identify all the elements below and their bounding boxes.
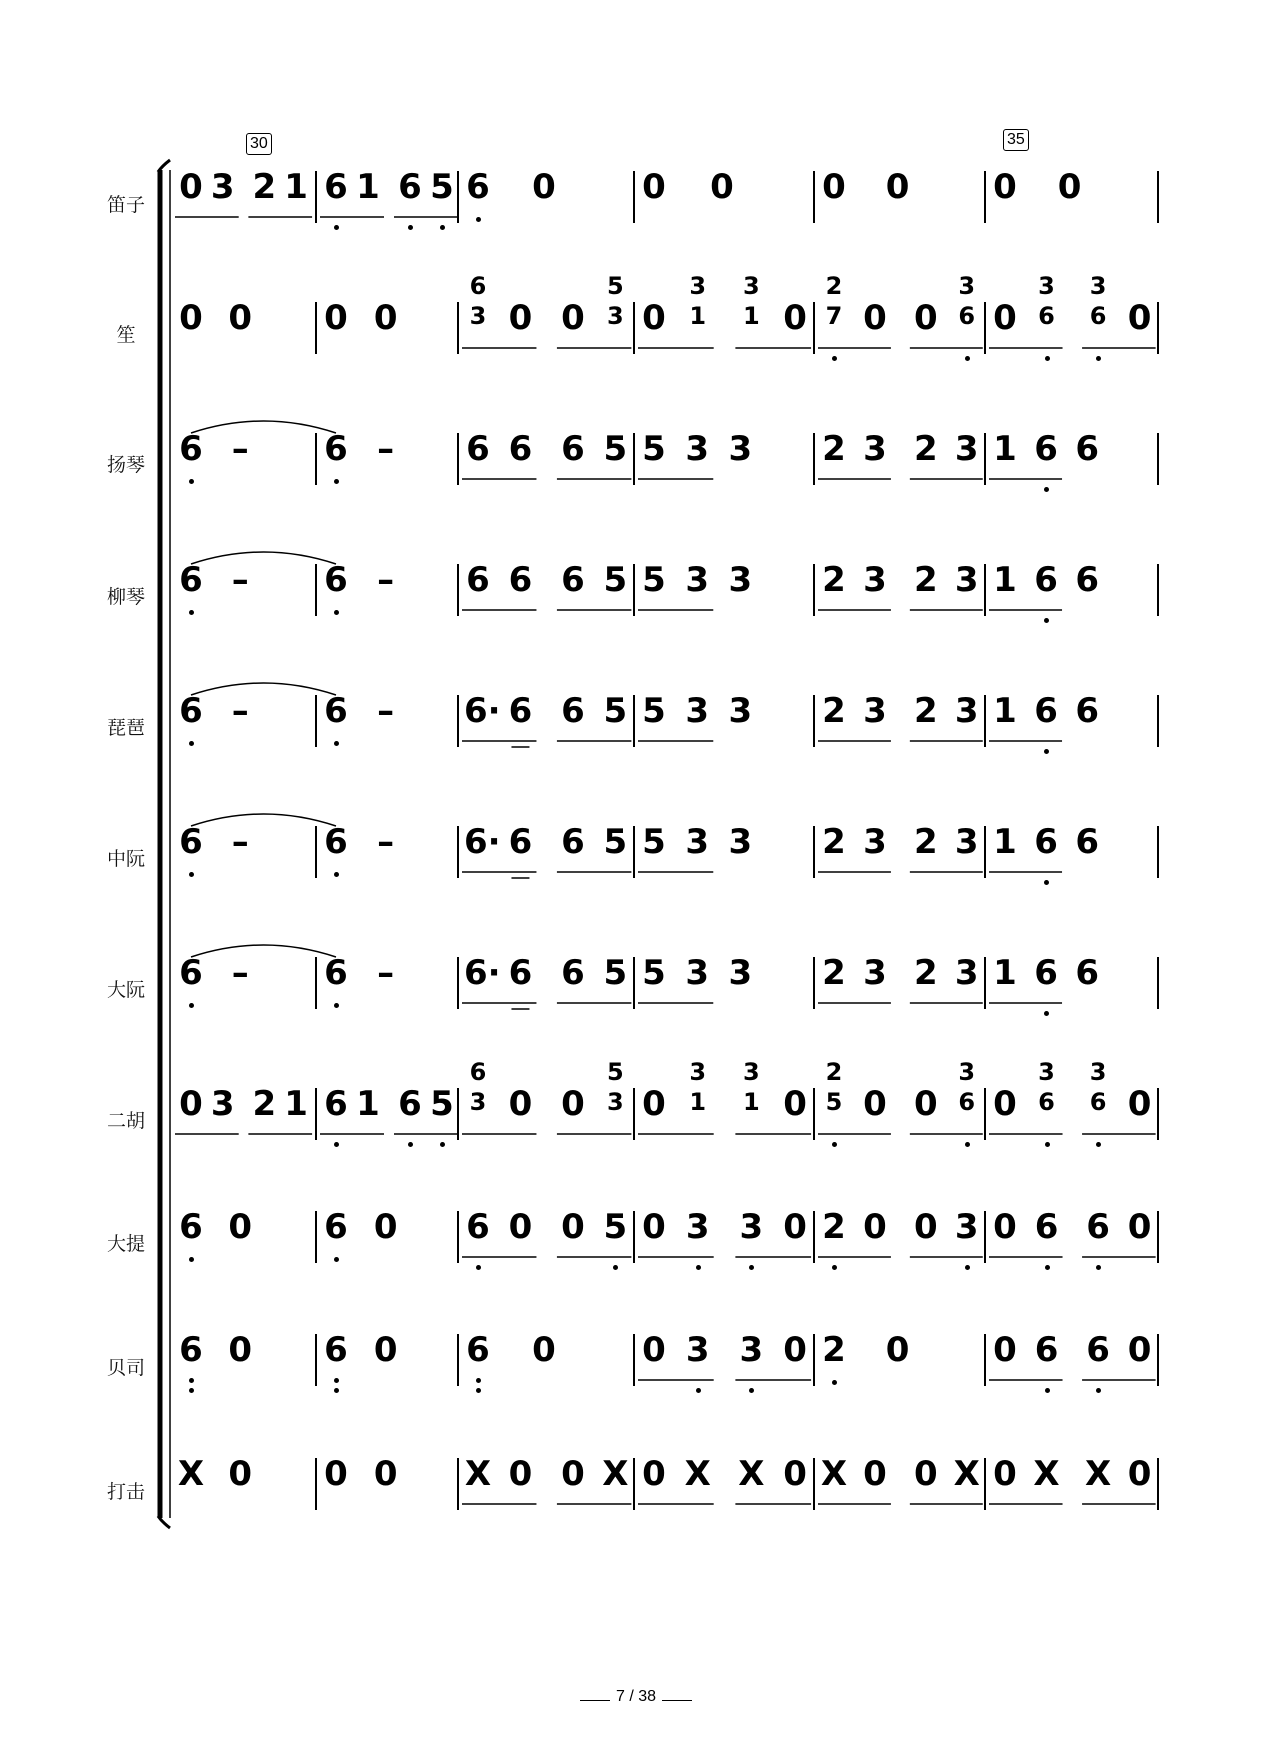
instrument-label-dati: 大提 (106, 1233, 145, 1255)
measure-number-30: 30 (246, 133, 272, 155)
note: 5 (603, 953, 628, 993)
octave-dot (189, 1388, 194, 1393)
note: 2 (914, 953, 938, 993)
note: 6 (508, 953, 533, 993)
footer-rule-left (580, 1700, 610, 1701)
note: 3 (954, 1207, 979, 1247)
note: 0 (373, 1207, 398, 1247)
instrument-label-yangqin: 扬琴 (106, 454, 145, 476)
note: 0 (179, 1084, 203, 1124)
note: 0 (642, 1207, 666, 1247)
extension-dash: – (231, 560, 249, 600)
note: 0 (179, 167, 203, 207)
octave-dot (1044, 749, 1049, 754)
note: 0 (783, 298, 807, 338)
note: 2 (822, 1330, 846, 1370)
note: 6 (561, 691, 585, 731)
note: 0 (993, 1330, 1017, 1370)
chord-lower-note: 6 (958, 302, 976, 330)
chord-upper-note: 3 (1038, 1058, 1055, 1086)
chord-upper-note: 3 (689, 1058, 707, 1086)
note: 0 (373, 298, 398, 338)
octave-dot (334, 1388, 339, 1393)
note: 6 (561, 822, 585, 862)
note: 1 (284, 1084, 308, 1124)
extension-dash: – (377, 822, 395, 862)
percussion-hit: X (738, 1454, 765, 1494)
note: 5 (603, 1207, 628, 1247)
page-number: 7 / 38 (615, 1688, 657, 1705)
note: 0 (561, 1454, 585, 1494)
note: 6 (324, 822, 348, 862)
chord-lower-note: 6 (1038, 1088, 1055, 1116)
chord-upper-note: 3 (1089, 1058, 1107, 1086)
note: 6 (324, 1207, 348, 1247)
instrument-label-daji: 打击 (106, 1481, 145, 1503)
note: 6 (1034, 429, 1058, 469)
note: 0 (993, 1454, 1017, 1494)
note: 6 (466, 560, 490, 600)
note: 3 (728, 953, 753, 993)
note: 5 (642, 429, 666, 469)
instrument-label-sheng: 笙 (116, 324, 136, 346)
octave-dot (1045, 1388, 1050, 1393)
note: 2 (914, 691, 938, 731)
octave-dot (189, 1003, 194, 1008)
chord-upper-note: 3 (743, 272, 760, 300)
note: 6 (398, 1084, 422, 1124)
note: 0 (914, 1454, 938, 1494)
chord-upper-note: 3 (1038, 272, 1055, 300)
octave-dot (189, 1378, 194, 1383)
instrument-label-pipa: 琵琶 (106, 717, 145, 739)
chord-upper-note: 2 (825, 1058, 843, 1086)
chord-lower-note: 1 (743, 1088, 760, 1116)
percussion-hit: X (602, 1454, 629, 1494)
chord-lower-note: 6 (958, 1088, 976, 1116)
note: 3 (739, 1207, 764, 1247)
note: 1 (993, 429, 1017, 469)
extension-dash: – (377, 429, 395, 469)
note: 0 (1057, 167, 1082, 207)
chord-upper-note: 6 (469, 1058, 487, 1086)
note: 6 (179, 1207, 203, 1247)
note: 3 (954, 953, 979, 993)
note: 6 (398, 167, 422, 207)
note: 0 (228, 1207, 253, 1247)
note: 0 (324, 1454, 348, 1494)
note: 0 (642, 1084, 666, 1124)
note: 2 (822, 822, 846, 862)
chord-upper-note: 2 (825, 272, 843, 300)
extension-dash: – (231, 429, 249, 469)
note: 6 (1034, 1207, 1059, 1247)
note: 0 (561, 298, 585, 338)
note: 3 (728, 822, 753, 862)
instrument-label-daruan: 大阮 (106, 979, 145, 1001)
note: 0 (373, 1454, 398, 1494)
octave-dot (334, 1257, 339, 1262)
note: 3 (863, 691, 887, 731)
octave-dot (334, 872, 339, 877)
note: 3 (210, 167, 235, 207)
note: 6 (1034, 822, 1058, 862)
percussion-hit: X (953, 1454, 980, 1494)
note: 0 (1127, 1330, 1152, 1370)
note: 2 (822, 560, 846, 600)
percussion-hit: X (1033, 1454, 1060, 1494)
note: 0 (642, 1330, 666, 1370)
octave-dot (832, 356, 837, 361)
note: 0 (642, 298, 666, 338)
chord-lower-note: 3 (469, 1088, 487, 1116)
note: 6 (466, 1330, 490, 1370)
note: 6 (179, 822, 203, 862)
note: 0 (642, 1454, 666, 1494)
note: 6 (179, 429, 203, 469)
instrument-label-beisi: 贝司 (106, 1357, 145, 1379)
octave-dot (334, 610, 339, 615)
chord-upper-note: 3 (958, 1058, 976, 1086)
note: 6 (1034, 560, 1058, 600)
note: 6 (179, 1330, 203, 1370)
note: 0 (914, 298, 938, 338)
note: 6 (179, 560, 203, 600)
tie-arc (191, 421, 336, 433)
note: 0 (561, 1084, 585, 1124)
note: 6 (508, 560, 533, 600)
note: 2 (822, 1207, 846, 1247)
percussion-hit: X (684, 1454, 711, 1494)
note: 0 (783, 1207, 807, 1247)
octave-dot (1044, 487, 1049, 492)
octave-dot (696, 1265, 701, 1270)
octave-dot (334, 741, 339, 746)
extension-dash: – (231, 953, 249, 993)
note: 6 (324, 691, 348, 731)
octave-dot (832, 1380, 837, 1385)
note: 0 (324, 298, 348, 338)
note: 2 (914, 822, 938, 862)
note: 6 (1034, 1330, 1059, 1370)
note: 3 (685, 822, 710, 862)
note: 3 (685, 953, 710, 993)
chord-upper-note: 3 (958, 272, 976, 300)
note: 0 (1127, 298, 1152, 338)
note: 6 (179, 691, 203, 731)
note: 6 (179, 953, 203, 993)
octave-dot (189, 872, 194, 877)
note: 0 (508, 1454, 533, 1494)
note: 5 (603, 822, 628, 862)
note: 5 (603, 560, 628, 600)
note: 6 (561, 429, 585, 469)
note: 2 (252, 1084, 277, 1124)
note: 6 (561, 953, 585, 993)
note: 3 (954, 429, 979, 469)
chord-lower-note: 1 (689, 302, 707, 330)
note: 6 (1075, 560, 1100, 600)
page-footer (0, 1688, 1272, 1706)
octave-dot (334, 479, 339, 484)
note: 3 (954, 560, 979, 600)
octave-dot (1044, 880, 1049, 885)
note: 6 (508, 822, 533, 862)
octave-dot (1045, 1142, 1050, 1147)
note: 3 (728, 691, 753, 731)
octave-dot (189, 479, 194, 484)
note: 0 (228, 1454, 253, 1494)
note: 6 (324, 953, 348, 993)
note: 0 (532, 1330, 556, 1370)
chord-lower-note: 1 (689, 1088, 707, 1116)
note: 1 (356, 167, 380, 207)
note: 0 (863, 298, 887, 338)
chord-upper-note: 5 (607, 1058, 624, 1086)
instrument-label-zhongruan: 中阮 (106, 848, 145, 870)
octave-dot (832, 1265, 837, 1270)
octave-dot (189, 1257, 194, 1262)
note: 6· (464, 953, 501, 993)
note: 6 (1034, 691, 1058, 731)
octave-dot (965, 1142, 970, 1147)
note: 1 (284, 167, 308, 207)
octave-dot (832, 1142, 837, 1147)
note: 0 (783, 1084, 807, 1124)
note: 0 (993, 298, 1017, 338)
note: 6 (508, 429, 533, 469)
note: 0 (710, 167, 734, 207)
octave-dot (440, 1142, 445, 1147)
note: 2 (252, 167, 277, 207)
note: 3 (863, 429, 887, 469)
octave-dot (696, 1388, 701, 1393)
note: 0 (373, 1330, 398, 1370)
note: 6· (464, 822, 501, 862)
octave-dot (440, 225, 445, 230)
note: 0 (783, 1454, 807, 1494)
chord-upper-note: 5 (607, 272, 624, 300)
chord-lower-note: 3 (607, 302, 624, 330)
extension-dash: – (231, 822, 249, 862)
footer-rule-right (662, 1700, 692, 1701)
note: 0 (508, 1084, 533, 1124)
note: 3 (210, 1084, 235, 1124)
extension-dash: – (231, 691, 249, 731)
octave-dot (965, 356, 970, 361)
instrument-label-erhu: 二胡 (106, 1110, 145, 1132)
note: 5 (430, 1084, 454, 1124)
note: 5 (642, 691, 666, 731)
note: 5 (642, 822, 666, 862)
note: 5 (603, 429, 628, 469)
note: 0 (642, 167, 666, 207)
note: 3 (685, 429, 710, 469)
note: 6 (1086, 1330, 1110, 1370)
percussion-hit: X (1084, 1454, 1112, 1494)
note: 6 (1075, 691, 1100, 731)
octave-dot (1045, 356, 1050, 361)
chord-upper-note: 3 (1089, 272, 1107, 300)
octave-dot (476, 217, 481, 222)
note: 2 (822, 691, 846, 731)
note: 1 (993, 560, 1017, 600)
note: 0 (508, 1207, 533, 1247)
note: 0 (532, 167, 556, 207)
note: 3 (728, 560, 753, 600)
extension-dash: – (377, 691, 395, 731)
note: 6 (324, 167, 348, 207)
note: 0 (179, 298, 203, 338)
instrument-label-liuqin: 柳琴 (106, 586, 145, 608)
note: 0 (1127, 1084, 1152, 1124)
note: 3 (685, 691, 710, 731)
note: 6 (561, 560, 585, 600)
instrument-label-dizi: 笛子 (106, 194, 145, 216)
note: 2 (914, 429, 938, 469)
note: 6 (324, 429, 348, 469)
tie-arc (191, 945, 336, 957)
note: 1 (993, 953, 1017, 993)
note: 3 (685, 1330, 710, 1370)
note: 5 (642, 953, 666, 993)
note: 6 (324, 1330, 348, 1370)
note: 0 (561, 1207, 585, 1247)
note: 5 (642, 560, 666, 600)
note: 0 (228, 298, 253, 338)
note: 0 (993, 1207, 1017, 1247)
octave-dot (408, 225, 413, 230)
octave-dot (334, 1003, 339, 1008)
note: 3 (863, 560, 887, 600)
octave-dot (408, 1142, 413, 1147)
extension-dash: – (377, 560, 395, 600)
note: 0 (914, 1084, 938, 1124)
chord-upper-note: 3 (689, 272, 707, 300)
note: 0 (228, 1330, 253, 1370)
chord-lower-note: 7 (825, 302, 843, 330)
note: 0 (822, 167, 846, 207)
note: 1 (993, 691, 1017, 731)
chord-lower-note: 6 (1038, 302, 1055, 330)
octave-dot (334, 1142, 339, 1147)
octave-dot (476, 1378, 481, 1383)
note: 0 (885, 167, 910, 207)
note: 5 (430, 167, 454, 207)
chord-lower-note: 3 (469, 302, 487, 330)
octave-dot (334, 1378, 339, 1383)
chord-lower-note: 6 (1089, 1088, 1107, 1116)
octave-dot (965, 1265, 970, 1270)
note: 3 (685, 560, 710, 600)
percussion-hit: X (177, 1454, 205, 1494)
note: 0 (914, 1207, 938, 1247)
octave-dot (189, 610, 194, 615)
note: 6 (324, 560, 348, 600)
note: 0 (885, 1330, 910, 1370)
percussion-hit: X (820, 1454, 848, 1494)
note: 3 (863, 953, 887, 993)
tie-arc (191, 683, 336, 695)
chord-lower-note: 1 (743, 302, 760, 330)
note: 3 (739, 1330, 764, 1370)
note: 0 (508, 298, 533, 338)
note: 0 (993, 167, 1017, 207)
measure-number-35: 35 (1003, 129, 1029, 151)
octave-dot (1044, 618, 1049, 623)
note: 6 (1075, 953, 1100, 993)
note: 6 (466, 167, 490, 207)
note: 5 (603, 691, 628, 731)
note: 0 (1127, 1454, 1152, 1494)
note: 6 (324, 1084, 348, 1124)
octave-dot (334, 225, 339, 230)
note: 3 (954, 822, 979, 862)
note: 0 (783, 1330, 807, 1370)
extension-dash: – (377, 953, 395, 993)
note: 3 (954, 691, 979, 731)
note: 6 (466, 1207, 490, 1247)
note: 3 (685, 1207, 710, 1247)
octave-dot (189, 741, 194, 746)
tie-arc (191, 552, 336, 564)
octave-dot (1044, 1011, 1049, 1016)
note: 0 (1127, 1207, 1152, 1247)
note: 0 (863, 1207, 887, 1247)
percussion-hit: X (464, 1454, 492, 1494)
note: 6· (464, 691, 501, 731)
note: 6 (1075, 429, 1100, 469)
note: 3 (863, 822, 887, 862)
chord-lower-note: 5 (825, 1088, 843, 1116)
chord-upper-note: 3 (743, 1058, 760, 1086)
note: 2 (822, 953, 846, 993)
tie-arc (191, 814, 336, 826)
note: 0 (993, 1084, 1017, 1124)
note: 0 (863, 1084, 887, 1124)
note: 6 (508, 691, 533, 731)
note: 1 (993, 822, 1017, 862)
note: 6 (466, 429, 490, 469)
note: 0 (863, 1454, 887, 1494)
note: 6 (1086, 1207, 1110, 1247)
chord-lower-note: 3 (607, 1088, 624, 1116)
note: 6 (1075, 822, 1100, 862)
octave-dot (1045, 1265, 1050, 1270)
note: 6 (1034, 953, 1058, 993)
chord-lower-note: 6 (1089, 302, 1107, 330)
octave-dot (476, 1265, 481, 1270)
note: 2 (914, 560, 938, 600)
chord-upper-note: 6 (469, 272, 487, 300)
note: 1 (356, 1084, 380, 1124)
octave-dot (476, 1388, 481, 1393)
note: 2 (822, 429, 846, 469)
note: 3 (728, 429, 753, 469)
